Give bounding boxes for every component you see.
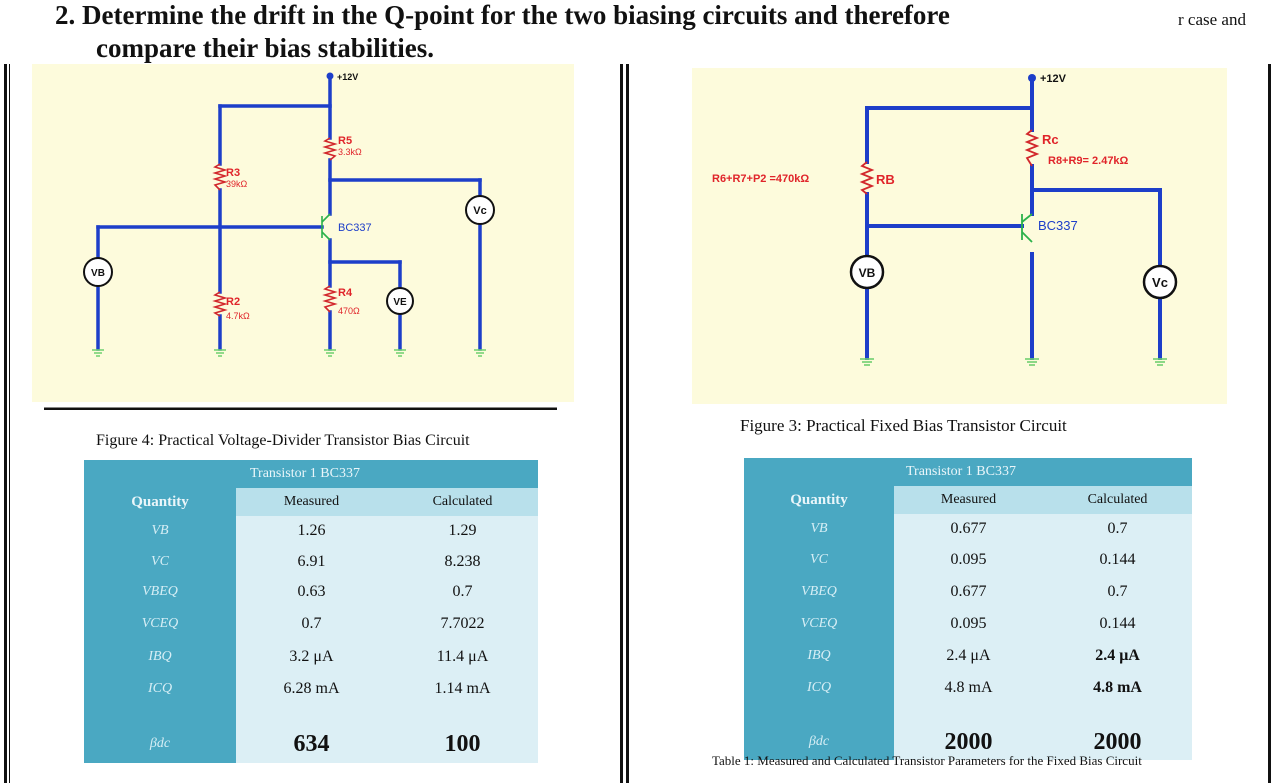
measured-cell: 0.63 [236,577,387,607]
question-line-1: 2. Determine the drift in the Q-point for the two biasing circuits and therefore [55,0,950,30]
quantity-cell: VBEQ [744,576,894,608]
table-row [84,516,538,546]
table-row [84,673,538,705]
rb-sum-label: R6+R7+P2 =470kΩ [712,173,810,185]
calculated-cell: 0.7 [1043,576,1192,608]
table-row [744,608,1192,640]
measured-cell: 6.28 mA [236,673,387,705]
measured-cell: 1.26 [236,516,387,546]
circuit-panel-bg-right [692,68,1227,404]
vc-meter-label-right: Vc [1152,275,1168,290]
calculated-cell: 100 [387,725,538,763]
r3-label: R3 [226,167,241,179]
measured-cell: 4.8 mA [894,672,1043,704]
center-divider-line-2 [626,64,629,783]
calculated-cell: 1.14 mA [387,673,538,705]
table-1-caption: Table 1: Measured and Calculated Transistor Parameters for the Fixed Bias Circuit [712,753,1142,768]
quantity-cell: IBQ [744,640,894,672]
table-row [84,546,538,577]
calculated-cell: 4.8 mA [1043,672,1192,704]
circuit-panel-bg [32,64,574,402]
measured-header: Measured [894,486,1043,514]
right-figure-caption: Figure 3: Practical Fixed Bias Transistor Circuit [740,416,1067,435]
calculated-cell: 0.144 [1043,544,1192,576]
table-group-header: Transistor 1 BC337 [894,458,1192,486]
quantity-cell: ICQ [84,673,236,705]
table-row [744,514,1192,544]
calculated-cell: 2.4 μA [1043,640,1192,672]
left-border-line-inner [9,64,10,783]
r5-value: 3.3kΩ [338,147,362,157]
vb-meter-right [851,256,883,288]
vb-meter-label-right: VB [858,266,876,280]
rc-sum-label: R8+R9= 2.47kΩ [1048,155,1129,167]
measured-cell: 2.4 μA [894,640,1043,672]
r5-label: R5 [338,135,353,147]
table-spacer-row [84,705,538,725]
measured-cell: 2000 [894,724,1043,760]
vb-meter-label: VB [91,268,105,279]
quantity-cell: VB [84,516,236,546]
rc-label: Rc [1042,132,1059,147]
calculated-header: Calculated [1043,486,1192,514]
question-line-2: compare their bias stabilities. [96,33,434,63]
calculated-cell: 11.4 μA [387,641,538,673]
quantity-header: Quantity [744,486,894,514]
quantity-cell: VCEQ [744,608,894,640]
calculated-cell: 2000 [1043,724,1192,760]
r2-label: R2 [226,296,241,308]
quantity-cell: ICQ [744,672,894,704]
table-row [84,577,538,607]
r4-value: 470Ω [338,306,360,316]
supply-label: +12V [337,72,359,82]
supply-label-right: +12V [1040,73,1066,85]
measured-cell: 0.095 [894,608,1043,640]
fixed-bias-table [744,458,1192,760]
table-row [84,725,538,763]
calculated-cell: 0.144 [1043,608,1192,640]
transistor-label: BC337 [338,222,372,234]
quantity-cell: βdc [84,725,236,763]
calculated-cell: 0.7 [1043,514,1192,544]
quantity-cell: VC [744,544,894,576]
quantity-cell: VBEQ [84,577,236,607]
quantity-cell: VCEQ [84,607,236,641]
measured-cell: 6.91 [236,546,387,577]
rb-label: RB [876,172,895,187]
ve-meter [387,288,413,314]
r4-label: R4 [338,287,353,299]
voltage-divider-schematic [32,64,574,410]
center-divider-line [620,64,623,783]
quantity-cell: βdc [744,724,894,760]
calculated-cell: 8.238 [387,546,538,577]
vc-meter-label: Vc [473,205,487,217]
table-corner [744,458,894,486]
calculated-cell: 0.7 [387,577,538,607]
vc-meter [466,196,494,224]
quantity-cell: VB [744,514,894,544]
quantity-header: Quantity [84,488,236,516]
quantity-cell: IBQ [84,641,236,673]
transistor-label-right: BC337 [1038,218,1078,233]
calculated-header: Calculated [387,488,538,516]
table-row [744,544,1192,576]
right-border-line [1268,64,1271,783]
measured-header: Measured [236,488,387,516]
table-corner [84,460,236,488]
measured-cell: 0.677 [894,576,1043,608]
table-row [744,672,1192,704]
measured-cell: 0.677 [894,514,1043,544]
quantity-cell: VC [84,546,236,577]
question-cut-text: r case and [1178,10,1246,29]
left-figure-caption: Figure 4: Practical Voltage-Divider Transistor Bias Circuit [96,432,470,449]
voltage-divider-table [84,460,538,763]
vb-meter [84,258,112,286]
table-row [744,576,1192,608]
table-row [84,607,538,641]
measured-cell: 3.2 μA [236,641,387,673]
r2-value: 4.7kΩ [226,311,250,321]
ve-meter-label: VE [393,297,407,308]
table-spacer-row [744,704,1192,724]
calculated-cell: 1.29 [387,516,538,546]
measured-cell: 634 [236,725,387,763]
table-row [744,640,1192,672]
voltage-divider-circuit [32,64,574,410]
fixed-bias-schematic [692,68,1227,404]
r3-value: 39kΩ [226,179,248,189]
left-border-line [4,64,7,783]
measured-cell: 0.7 [236,607,387,641]
measured-cell: 0.095 [894,544,1043,576]
table-group-header: Transistor 1 BC337 [236,460,538,488]
calculated-cell: 7.7022 [387,607,538,641]
vc-meter-right [1144,266,1176,298]
table-row [84,641,538,673]
fixed-bias-circuit [692,68,1227,404]
